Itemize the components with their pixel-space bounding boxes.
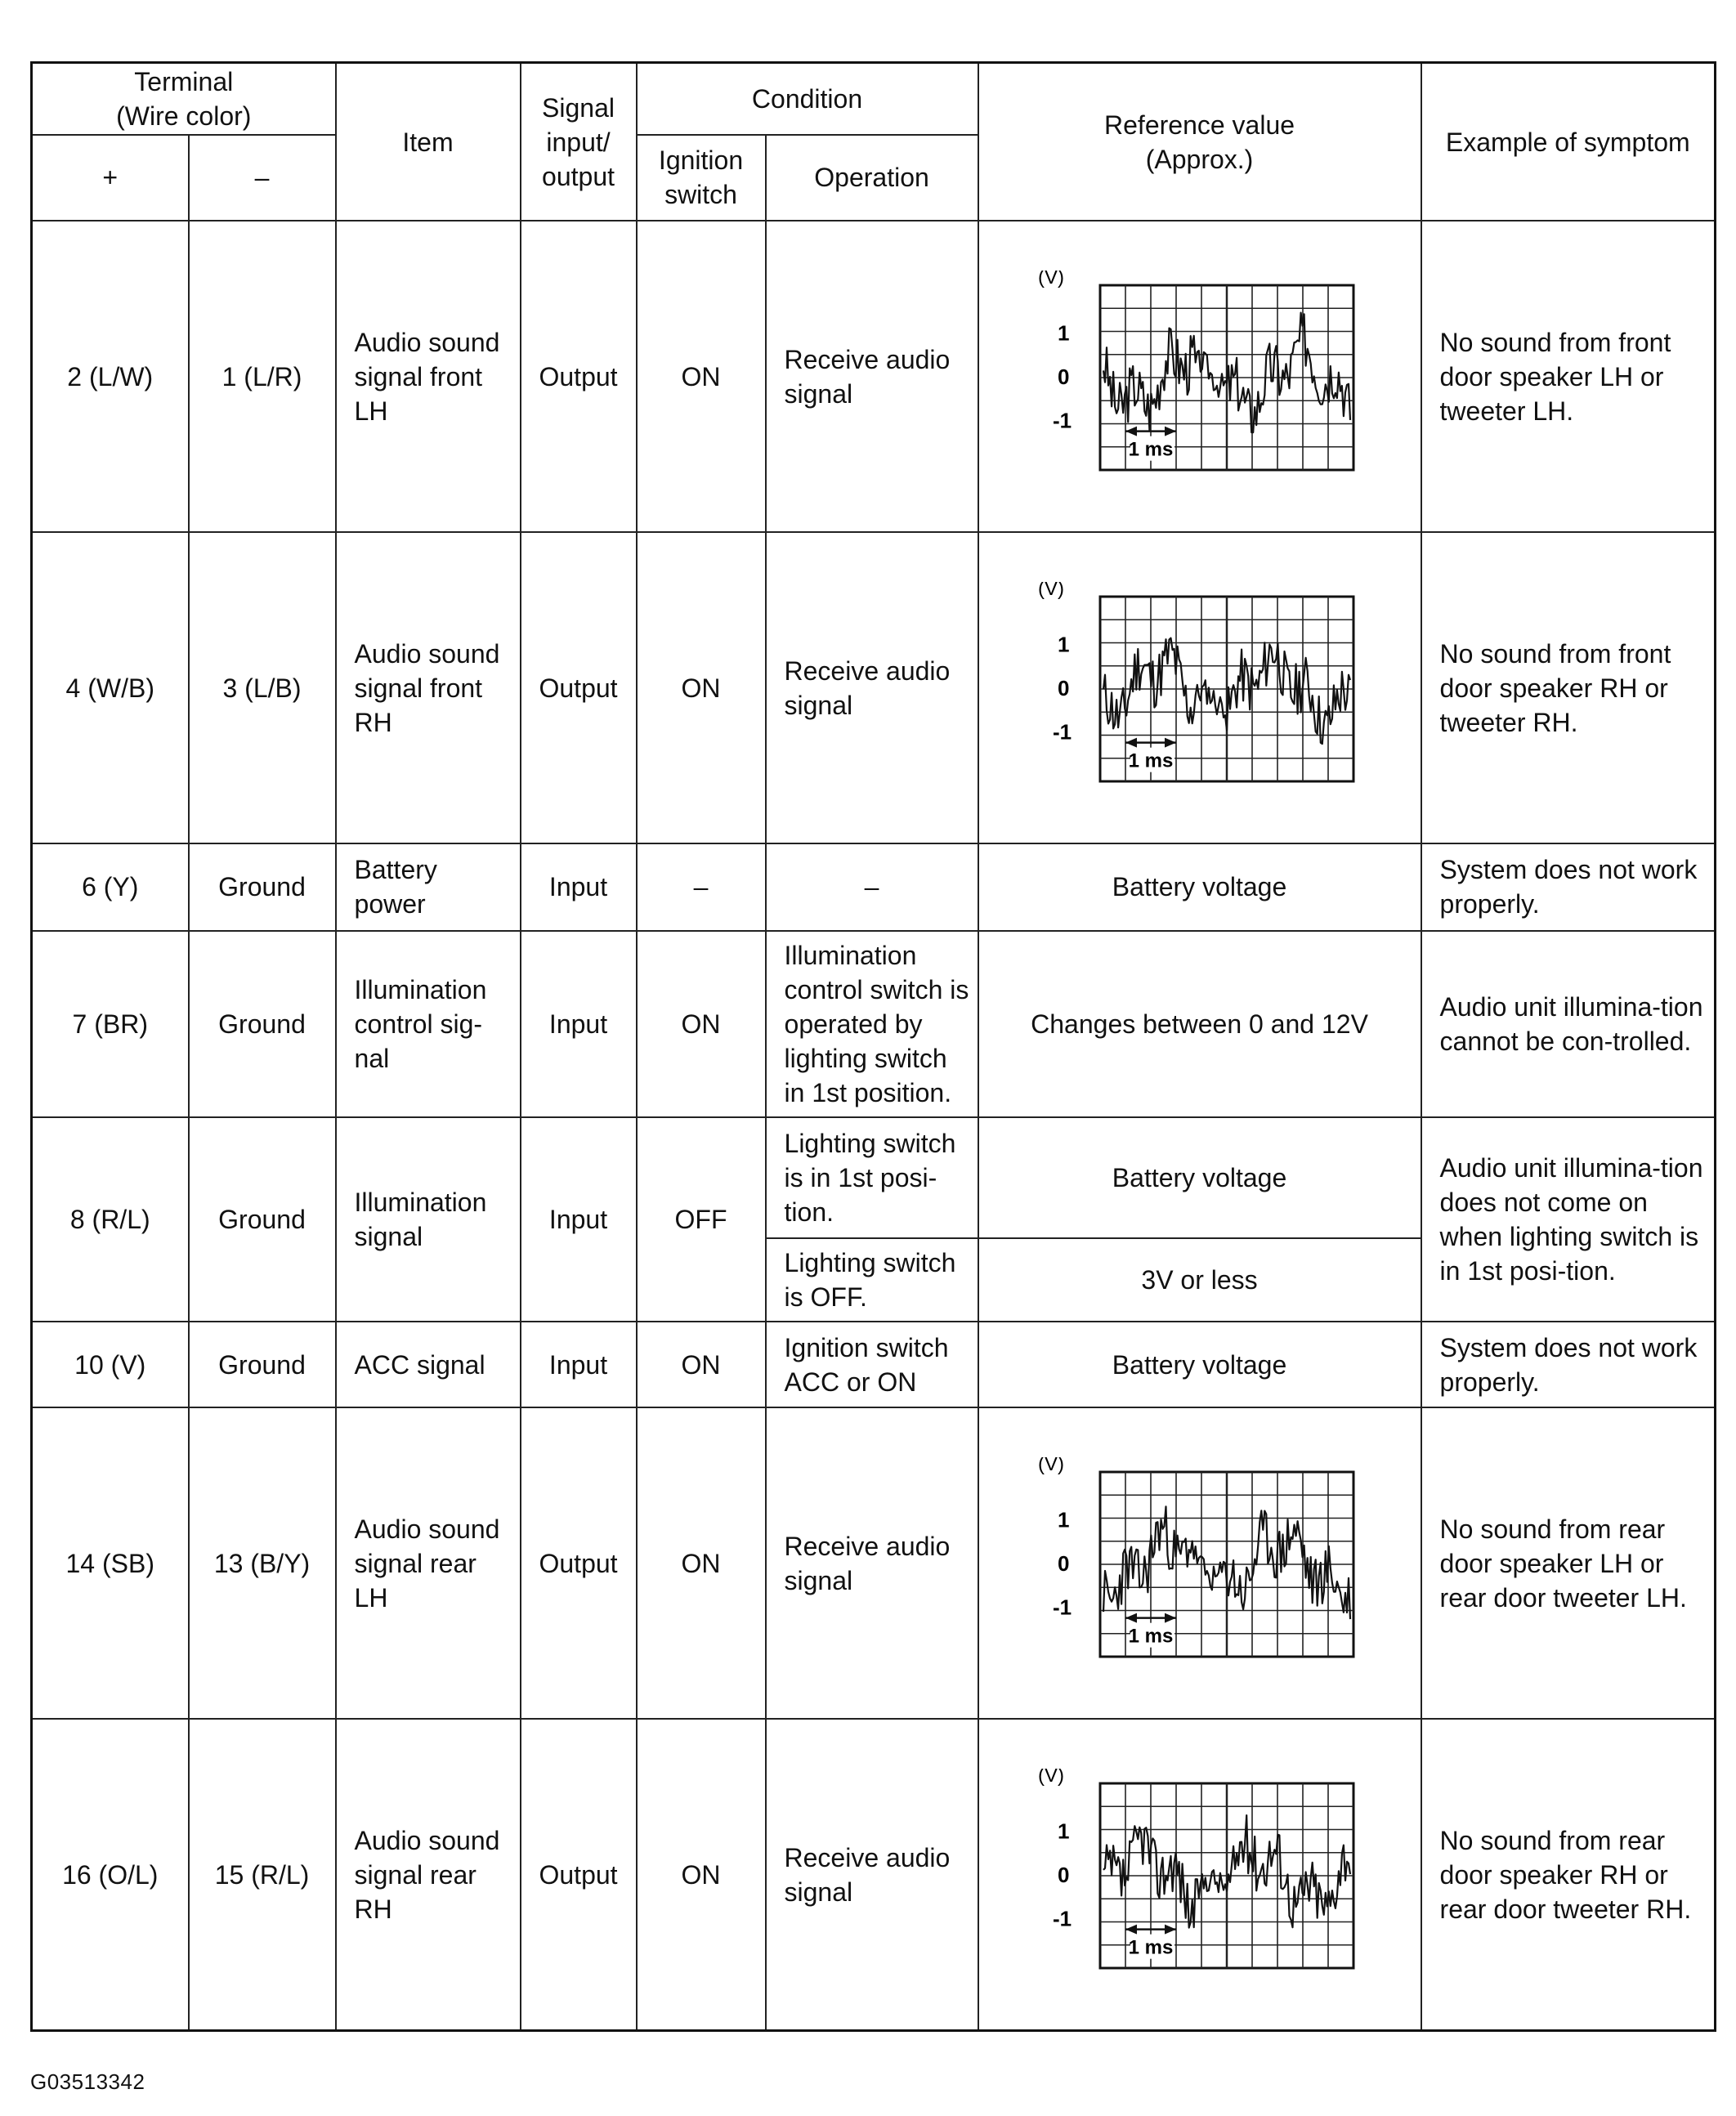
symptom-cell: No sound from front door speaker LH or tweeter LH. [1421, 221, 1716, 532]
reference-header: Reference value (Approx.) [978, 63, 1421, 221]
terminal-minus: Ground [189, 1322, 336, 1407]
operation-header: Operation [766, 135, 978, 221]
terminal-plus: 4 (W/B) [32, 532, 189, 843]
table-row [32, 1322, 1716, 1407]
reference-cell: Battery voltage [978, 1322, 1421, 1407]
symptom-cell: No sound from rear door speaker RH or rear door tweeter RH. [1421, 1719, 1716, 2030]
operation-cell: Illumination control switch is operated by lighting switch in 1st position. [766, 931, 978, 1118]
audio-waveform-graph [1036, 271, 1363, 483]
ignition-cell: ON [637, 1719, 766, 2030]
reference-cell: Changes between 0 and 12V [978, 931, 1421, 1118]
ignition-cell: – [637, 843, 766, 930]
terminal-plus: 8 (R/L) [32, 1117, 189, 1322]
reference-cell: 3V or less [978, 1238, 1421, 1322]
waveform-cell [978, 532, 1421, 843]
ignition-cell: OFF [637, 1117, 766, 1322]
signal-io-cell: Input [521, 843, 637, 930]
waveform-unit-label: (V) [1037, 270, 1064, 289]
reference-cell: Battery voltage [978, 1117, 1421, 1237]
item-cell: Battery power [336, 843, 521, 930]
operation-cell: Receive audio signal [766, 1719, 978, 2030]
table-row [32, 1407, 1716, 1719]
operation-cell: Lighting switch is OFF. [766, 1238, 978, 1322]
waveform-y-tick: 1 [1057, 1507, 1069, 1532]
operation-cell: Receive audio signal [766, 532, 978, 843]
ignition-cell: ON [637, 532, 766, 843]
table-row [32, 532, 1716, 843]
waveform-unit-label: (V) [1037, 581, 1064, 600]
terminal-minus: Ground [189, 931, 336, 1118]
item-header: Item [336, 63, 521, 221]
figure-id: G03513342 [30, 2069, 145, 2094]
terminal-reference-table [30, 61, 1716, 2032]
symptom-cell: No sound from front door speaker RH or tweeter RH. [1421, 532, 1716, 843]
ignition-switch-header: Ignition switch [637, 135, 766, 221]
item-cell: Audio sound signal rear LH [336, 1407, 521, 1719]
plus-header: + [32, 135, 189, 221]
waveform-unit-label: (V) [1037, 1768, 1064, 1787]
symptom-header: Example of symptom [1421, 63, 1716, 221]
terminal-header: Terminal (Wire color) [32, 63, 336, 135]
symptom-cell: System does not work properly. [1421, 1322, 1716, 1407]
terminal-minus: 13 (B/Y) [189, 1407, 336, 1719]
terminal-minus: 3 (L/B) [189, 532, 336, 843]
audio-waveform-graph [1036, 582, 1363, 794]
operation-cell: Lighting switch is in 1st posi-tion. [766, 1117, 978, 1237]
table-row [32, 931, 1716, 1118]
signal-io-cell: Input [521, 1322, 637, 1407]
minus-header: – [189, 135, 336, 221]
signal-io-cell: Output [521, 221, 637, 532]
time-scale-label: 1 ms [1128, 438, 1173, 461]
waveform-y-tick: 0 [1057, 364, 1069, 389]
waveform-cell [978, 1407, 1421, 1719]
ignition-cell: ON [637, 1322, 766, 1407]
item-cell: Audio sound signal rear RH [336, 1719, 521, 2030]
audio-waveform-graph [1036, 1769, 1363, 1981]
terminal-minus: Ground [189, 1117, 336, 1322]
waveform-y-tick: -1 [1052, 719, 1072, 745]
time-scale-label: 1 ms [1128, 749, 1173, 772]
audio-waveform-graph [1036, 1457, 1363, 1670]
waveform-y-tick: 1 [1057, 1818, 1069, 1843]
waveform-y-tick: 0 [1057, 1550, 1069, 1576]
signal-io-cell: Output [521, 1719, 637, 2030]
symptom-cell: No sound from rear door speaker LH or rear door tweeter LH. [1421, 1407, 1716, 1719]
operation-cell: Receive audio signal [766, 221, 978, 532]
table-row [32, 1719, 1716, 2030]
terminal-plus: 6 (Y) [32, 843, 189, 930]
condition-header: Condition [637, 63, 978, 135]
time-scale-label: 1 ms [1128, 1625, 1173, 1648]
signal-io-cell: Output [521, 532, 637, 843]
symptom-cell: Audio unit illumina-tion does not come on when lighting switch is in 1st posi-tion. [1421, 1117, 1716, 1322]
terminal-minus: 1 (L/R) [189, 221, 336, 532]
waveform-y-tick: -1 [1052, 408, 1072, 433]
waveform-unit-label: (V) [1037, 1456, 1064, 1475]
table-row [32, 843, 1716, 930]
ignition-cell: ON [637, 221, 766, 532]
operation-cell: Ignition switch ACC or ON [766, 1322, 978, 1407]
terminal-plus: 7 (BR) [32, 931, 189, 1118]
waveform-y-tick: 1 [1057, 632, 1069, 657]
terminal-plus: 2 (L/W) [32, 221, 189, 532]
terminal-plus: 10 (V) [32, 1322, 189, 1407]
waveform-y-tick: 0 [1057, 675, 1069, 700]
signal-io-cell: Input [521, 1117, 637, 1322]
waveform-cell [978, 1719, 1421, 2030]
time-scale-label: 1 ms [1128, 1936, 1173, 1959]
signal-io-cell: Output [521, 1407, 637, 1719]
waveform-y-tick: -1 [1052, 1595, 1072, 1620]
terminal-plus: 14 (SB) [32, 1407, 189, 1719]
item-cell: Audio sound signal front LH [336, 221, 521, 532]
table-row [32, 221, 1716, 532]
waveform-y-tick: -1 [1052, 1906, 1072, 1931]
table-row [32, 1117, 1716, 1237]
signal-io-header: Signal input/ output [521, 63, 637, 221]
ignition-cell: ON [637, 1407, 766, 1719]
operation-cell: – [766, 843, 978, 930]
item-cell: ACC signal [336, 1322, 521, 1407]
ignition-cell: ON [637, 931, 766, 1118]
reference-cell: Battery voltage [978, 843, 1421, 930]
waveform-y-tick: 1 [1057, 320, 1069, 345]
signal-io-cell: Input [521, 931, 637, 1118]
symptom-cell: Audio unit illumina-tion cannot be con-trolled. [1421, 931, 1716, 1118]
terminal-minus: Ground [189, 843, 336, 930]
symptom-cell: System does not work properly. [1421, 843, 1716, 930]
item-cell: Illumination signal [336, 1117, 521, 1322]
terminal-plus: 16 (O/L) [32, 1719, 189, 2030]
waveform-y-tick: 0 [1057, 1862, 1069, 1887]
terminal-minus: 15 (R/L) [189, 1719, 336, 2030]
waveform-cell [978, 221, 1421, 532]
operation-cell: Receive audio signal [766, 1407, 978, 1719]
item-cell: Audio sound signal front RH [336, 532, 521, 843]
item-cell: Illumination control sig-nal [336, 931, 521, 1118]
